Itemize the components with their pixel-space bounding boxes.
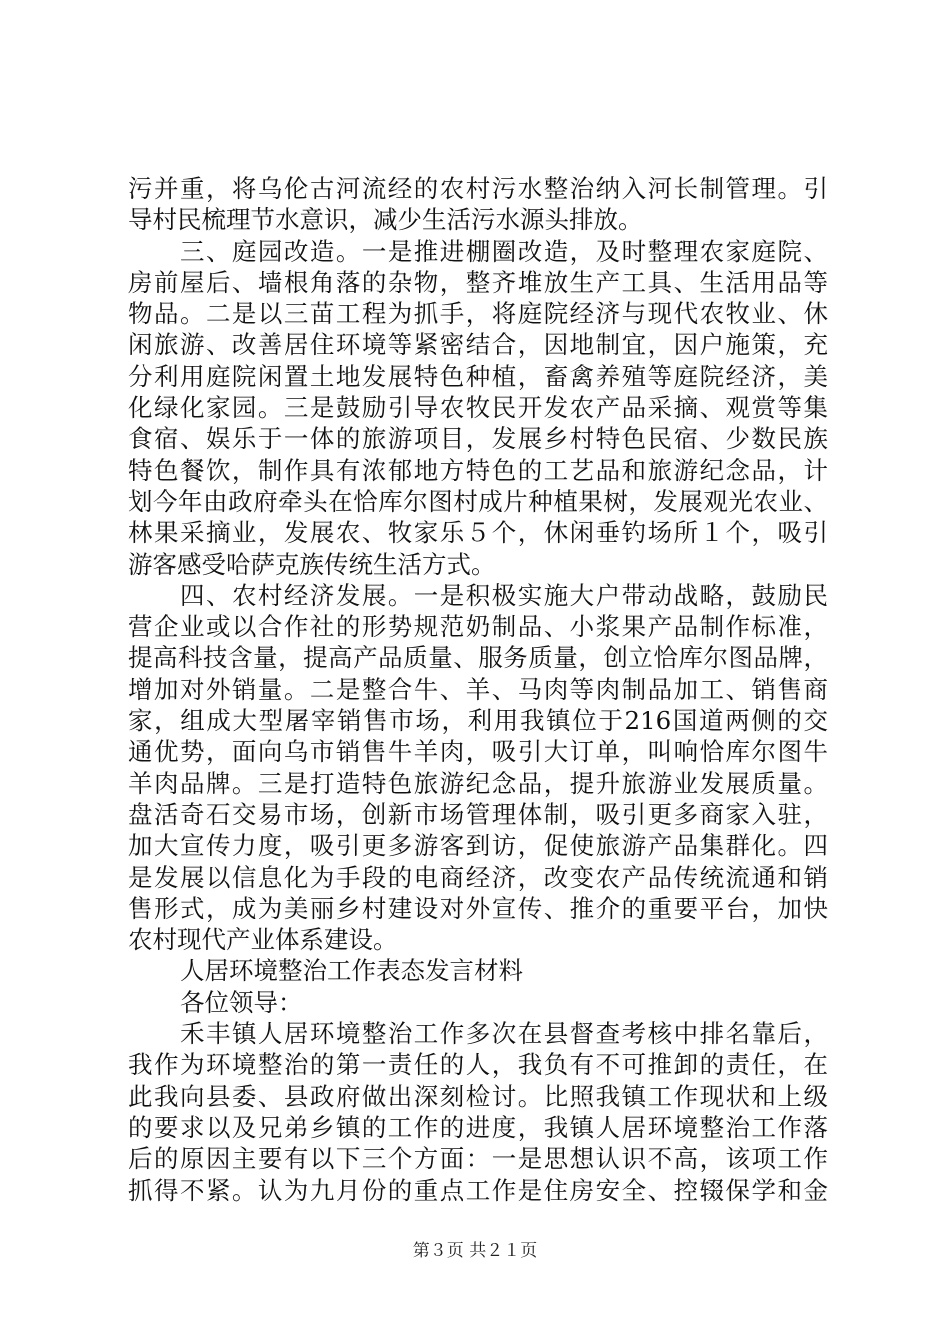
text-line: 增加对外销量。二是整合牛、羊、马肉等肉制品加工、销售商 bbox=[128, 674, 828, 704]
text-line: 物品。二是以三苗工程为抓手，将庭院经济与现代农牧业、休 bbox=[128, 299, 828, 329]
text-line: 禾丰镇人居环境整治工作多次在县督查考核中排名靠后， bbox=[180, 1019, 828, 1049]
text-line: 房前屋后、墙根角落的杂物，整齐堆放生产工具、生活用品等 bbox=[128, 267, 828, 297]
text-line: 闲旅游、改善居住环境等紧密结合，因地制宜，因户施策，充 bbox=[128, 330, 828, 360]
text-line: 人居环境整治工作表态发言材料 bbox=[180, 956, 523, 986]
text-line: 营企业或以合作社的形势规范奶制品、小浆果产品制作标准， bbox=[128, 612, 828, 642]
text-line: 我作为环境整治的第一责任的人，我负有不可推卸的责任，在 bbox=[128, 1050, 828, 1080]
text-line: 此我向县委、县政府做出深刻检讨。比照我镇工作现状和上级 bbox=[128, 1081, 828, 1111]
text-line: 家，组成大型屠宰销售市场，利用我镇位于216国道两侧的交 bbox=[128, 706, 828, 736]
text-line: 提高科技含量，提高产品质量、服务质量，创立恰库尔图品牌， bbox=[128, 643, 828, 673]
text-line: 污并重，将乌伦古河流经的农村污水整治纳入河长制管理。引 bbox=[128, 174, 828, 203]
text-line: 特色餐饮，制作具有浓郁地方特色的工艺品和旅游纪念品，计 bbox=[128, 455, 828, 485]
text-line: 食宿、娱乐于一体的旅游项目，发展乡村特色民宿、少数民族 bbox=[128, 424, 828, 454]
text-line: 抓得不紧。认为九月份的重点工作是住房安全、控辍保学和金 bbox=[128, 1175, 828, 1205]
text-line: 导村民梳理节水意识，减少生活污水源头排放。 bbox=[128, 205, 643, 235]
text-line: 游客感受哈萨克族传统生活方式。 bbox=[128, 549, 496, 579]
text-line: 划今年由政府牵头在恰库尔图村成片种植果树，发展观光农业、 bbox=[128, 486, 828, 516]
text-line: 是发展以信息化为手段的电商经济，改变农产品传统流通和销 bbox=[128, 862, 828, 892]
text-line: 林果采摘业，发展农、牧家乐５个，休闲垂钓场所１个，吸引 bbox=[128, 518, 828, 548]
text-line: 分利用庭院闲置土地发展特色种植，畜禽养殖等庭院经济，美 bbox=[128, 361, 828, 391]
text-line: 三、庭园改造。一是推进棚圈改造，及时整理农家庭院、 bbox=[180, 236, 828, 266]
text-line: 四、农村经济发展。一是积极实施大户带动战略，鼓励民 bbox=[180, 580, 828, 610]
text-line: 加大宣传力度，吸引更多游客到访，促使旅游产品集群化。四 bbox=[128, 831, 828, 861]
text-line: 盘活奇石交易市场，创新市场管理体制，吸引更多商家入驻， bbox=[128, 799, 828, 829]
document-body bbox=[128, 173, 828, 1206]
text-line: 各位领导： bbox=[180, 987, 303, 1017]
text-line: 的要求以及兄弟乡镇的工作的进度，我镇人居环境整治工作落 bbox=[128, 1112, 828, 1142]
text-line: 通优势，面向乌市销售牛羊肉，吸引大订单，叫响恰库尔图牛 bbox=[128, 737, 828, 767]
text-line: 后的原因主要有以下三个方面：一是思想认识不高，该项工作 bbox=[128, 1144, 828, 1174]
text-line: 化绿化家园。三是鼓励引导农牧民开发农产品采摘、观赏等集 bbox=[128, 393, 828, 423]
page-footer: 第３页 共２１页 bbox=[412, 1241, 538, 1261]
text-line: 羊肉品牌。三是打造特色旅游纪念品，提升旅游业发展质量。 bbox=[128, 768, 828, 798]
text-line: 农村现代产业体系建设。 bbox=[128, 925, 398, 955]
text-line: 售形式，成为美丽乡村建设对外宣传、推介的重要平台，加快 bbox=[128, 893, 828, 923]
